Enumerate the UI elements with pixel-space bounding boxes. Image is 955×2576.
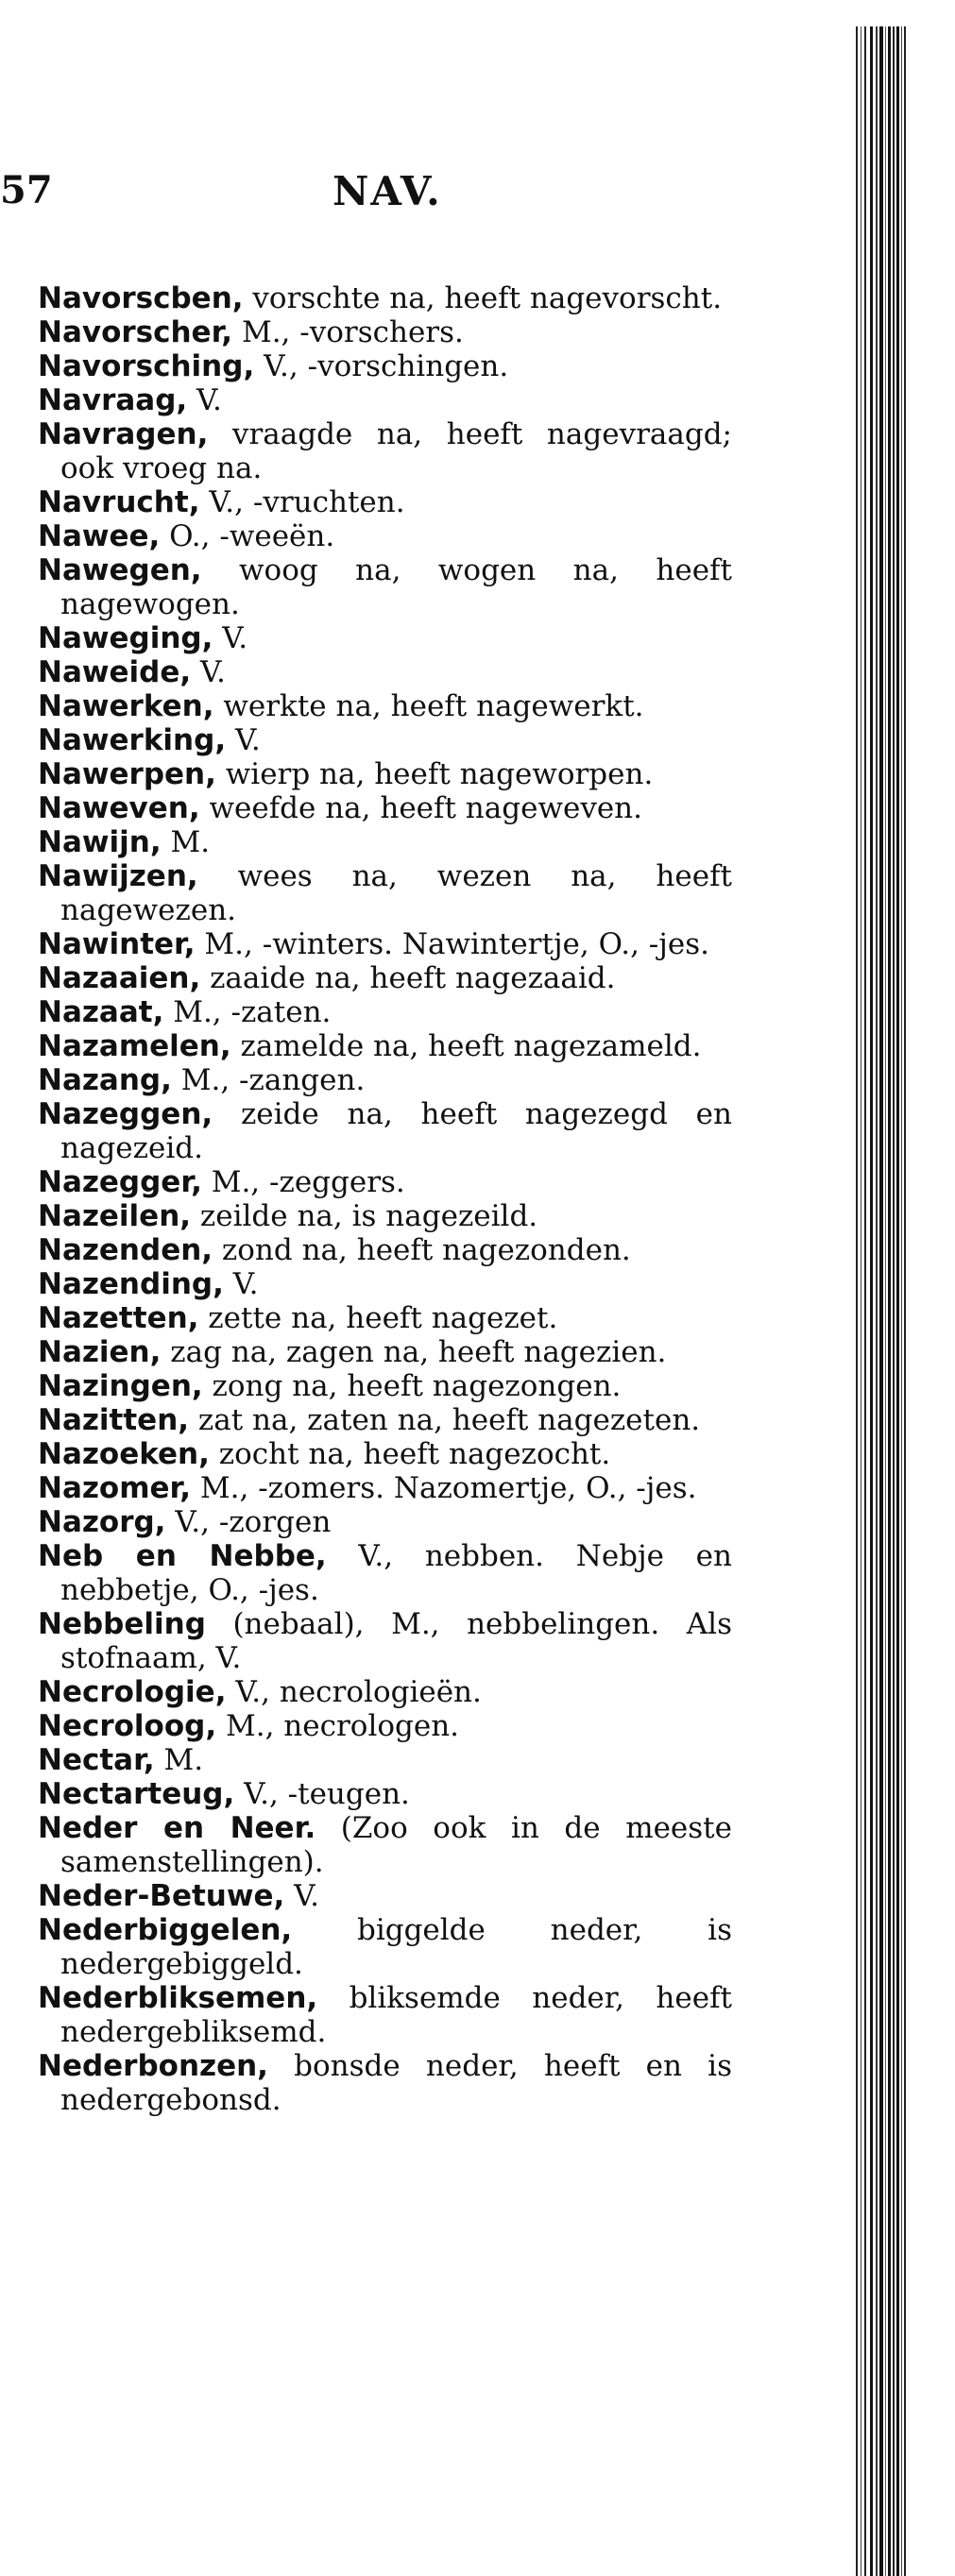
entry-definition: V., -vorschingen. bbox=[254, 349, 509, 383]
entry-definition: V., -teugen. bbox=[234, 1777, 410, 1811]
entry-headword: Neb en Nebbe, bbox=[38, 1539, 327, 1573]
entry-definition: V. bbox=[223, 1267, 259, 1301]
entry-headword: Nazeggen, bbox=[38, 1097, 213, 1131]
entry-headword: Nazending, bbox=[38, 1267, 224, 1301]
entry-headword: Nawerken, bbox=[38, 689, 214, 723]
dictionary-entry bbox=[38, 995, 732, 1029]
entry-headword: Nazeilen, bbox=[38, 1199, 192, 1233]
dictionary-entry bbox=[38, 825, 732, 859]
entry-headword: Neder-Betuwe, bbox=[38, 1879, 285, 1913]
entry-definition: M., -winters. Nawintertje, O., -jes. bbox=[195, 927, 709, 961]
dictionary-entry bbox=[38, 961, 732, 995]
page-number: 57 bbox=[0, 168, 53, 212]
dictionary-entry bbox=[38, 1471, 732, 1505]
entry-headword: Neder en Neer. bbox=[38, 1811, 316, 1845]
entry-headword: Nazamelen, bbox=[38, 1029, 231, 1063]
entry-headword: Nebbeling bbox=[38, 1607, 206, 1641]
dictionary-entry bbox=[38, 655, 732, 689]
entry-definition: wierp na, heeft nageworpen. bbox=[215, 757, 654, 791]
entry-definition: vorschte na, heeft nagevorscht. bbox=[243, 281, 723, 315]
entry-headword: Nawerking, bbox=[38, 723, 227, 757]
dictionary-entry bbox=[38, 1301, 732, 1335]
entry-definition: M., necrologen. bbox=[216, 1709, 460, 1743]
entry-definition: wees na, wezen na, heeft nagewezen. bbox=[60, 859, 732, 927]
dictionary-entry bbox=[38, 1743, 732, 1777]
dictionary-entry bbox=[38, 417, 732, 485]
entry-definition: woog na, wogen na, heeft nagewogen. bbox=[60, 553, 732, 621]
entry-definition: zat na, zaten na, heeft nagezeten. bbox=[189, 1403, 701, 1437]
entry-headword: Nazorg, bbox=[38, 1505, 166, 1539]
entry-headword: Navraag, bbox=[38, 383, 188, 417]
entry-definition: V., necrologieën. bbox=[226, 1675, 482, 1709]
entry-headword: Nazingen, bbox=[38, 1369, 203, 1403]
entry-headword: Naweven, bbox=[38, 791, 200, 825]
dictionary-entry bbox=[38, 791, 732, 825]
entry-definition: M. bbox=[161, 825, 211, 859]
dictionary-entry bbox=[38, 1437, 732, 1471]
entry-definition: M., -zomers. Nazomertje, O., -jes. bbox=[191, 1471, 697, 1505]
entry-headword: Nazomer, bbox=[38, 1471, 192, 1505]
dictionary-entry bbox=[38, 1675, 732, 1709]
entry-definition: werkte na, heeft nagewerkt. bbox=[213, 689, 644, 723]
entry-definition: bonsde neder, heeft en is nedergebonsd. bbox=[60, 2049, 732, 2117]
entry-definition: O., -weeën. bbox=[160, 519, 335, 553]
dictionary-entry bbox=[38, 281, 732, 315]
dictionary-entry bbox=[38, 1777, 732, 1811]
dictionary-entry bbox=[38, 1607, 732, 1675]
entry-headword: Nazegger, bbox=[38, 1165, 202, 1199]
dictionary-entry bbox=[38, 1063, 732, 1097]
entry-headword: Navorsching, bbox=[38, 349, 255, 383]
entry-headword: Navrucht, bbox=[38, 485, 200, 519]
entry-definition: vraagde na, heeft nagevraagd; ook vroeg na. bbox=[60, 417, 732, 485]
dictionary-entry bbox=[38, 859, 732, 927]
dictionary-entry bbox=[38, 1097, 732, 1165]
entry-definition: zocht na, heeft nagezocht. bbox=[209, 1437, 611, 1471]
dictionary-entry bbox=[38, 2049, 732, 2117]
dictionary-entry bbox=[38, 383, 732, 417]
entry-headword: Nawijn, bbox=[38, 825, 162, 859]
entry-headword: Nazenden, bbox=[38, 1233, 213, 1267]
entry-headword: Nectarteug, bbox=[38, 1777, 235, 1811]
entry-headword: Nazang, bbox=[38, 1063, 172, 1097]
entry-definition: M., -vorschers. bbox=[232, 315, 464, 349]
entry-definition: (Zoo ook in de meeste samenstellingen). bbox=[60, 1811, 732, 1879]
entry-definition: V., nebben. Nebje en nebbetje, O., -jes. bbox=[60, 1539, 732, 1607]
entry-headword: Naweging, bbox=[38, 621, 213, 655]
dictionary-entry bbox=[38, 1879, 732, 1913]
dictionary-entry bbox=[38, 1981, 732, 2049]
entry-headword: Nederbliksemen, bbox=[38, 1981, 318, 2015]
entry-definition: zaaide na, heeft nagezaaid. bbox=[200, 961, 616, 995]
entry-definition: V., -zorgen bbox=[165, 1505, 332, 1539]
entry-headword: Nazaat, bbox=[38, 995, 164, 1029]
entry-headword: Navorscben, bbox=[38, 281, 244, 315]
dictionary-entry bbox=[38, 553, 732, 621]
dictionary-entry bbox=[38, 1029, 732, 1063]
entry-definition: M., -zeggers. bbox=[201, 1165, 405, 1199]
dictionary-entry bbox=[38, 1539, 732, 1607]
dictionary-entry bbox=[38, 1335, 732, 1369]
dictionary-entry bbox=[38, 1165, 732, 1199]
entry-headword: Navragen, bbox=[38, 417, 209, 451]
dictionary-entry bbox=[38, 1267, 732, 1301]
entry-definition: V. bbox=[187, 383, 222, 417]
entry-definition: zong na, heeft nagezongen. bbox=[202, 1369, 622, 1403]
dictionary-entry bbox=[38, 1913, 732, 1981]
entry-definition: biggelde neder, is nedergebiggeld. bbox=[60, 1913, 732, 1981]
entry-headword: Nawijzen, bbox=[38, 859, 198, 893]
entry-headword: Nazitten, bbox=[38, 1403, 190, 1437]
entry-definition: V., -vruchten. bbox=[199, 485, 405, 519]
dictionary-entry bbox=[38, 689, 732, 723]
entry-headword: Navorscher, bbox=[38, 315, 233, 349]
entry-definition: bliksemde neder, heeft nedergebliksemd. bbox=[60, 1981, 732, 2049]
entry-definition: M., -zangen. bbox=[171, 1063, 366, 1097]
entry-definition: zeilde na, is nagezeild. bbox=[191, 1199, 538, 1233]
entry-headword: Necrologie, bbox=[38, 1675, 227, 1709]
dictionary-entry bbox=[38, 1403, 732, 1437]
entry-headword: Nawee, bbox=[38, 519, 161, 553]
entry-headword: Nazetten, bbox=[38, 1301, 199, 1335]
entry-definition: zamelde na, heeft nagezameld. bbox=[230, 1029, 702, 1063]
dictionary-entry bbox=[38, 1811, 732, 1879]
entry-headword: Nawerpen, bbox=[38, 757, 216, 791]
dictionary-entry bbox=[38, 927, 732, 961]
dictionary-entry bbox=[38, 349, 732, 383]
dictionary-entry bbox=[38, 723, 732, 757]
entry-headword: Nederbiggelen, bbox=[38, 1913, 293, 1947]
entry-definition: M., -zaten. bbox=[163, 995, 332, 1029]
entry-headword: Nawegen, bbox=[38, 553, 202, 587]
entry-definition: zond na, heeft nagezonden. bbox=[213, 1233, 631, 1267]
entry-definition: weefde na, heeft nageweven. bbox=[199, 791, 642, 825]
entry-definition: zag na, zagen na, heeft nagezien. bbox=[161, 1335, 667, 1369]
dictionary-entry bbox=[38, 621, 732, 655]
entry-headword: Necroloog, bbox=[38, 1709, 217, 1743]
entry-definition: M. bbox=[154, 1743, 204, 1777]
entry-headword: Nazien, bbox=[38, 1335, 162, 1369]
dictionary-entry bbox=[38, 1505, 732, 1539]
entry-definition: V. bbox=[226, 723, 261, 757]
dictionary-entry bbox=[38, 1709, 732, 1743]
dictionary-entry bbox=[38, 519, 732, 553]
dictionary-entry bbox=[38, 1199, 732, 1233]
entry-definition: (nebaal), M., nebbelingen. Als stofnaam, V. bbox=[60, 1607, 732, 1675]
dictionary-entry bbox=[38, 1369, 732, 1403]
dictionary-entry bbox=[38, 315, 732, 349]
entry-headword: Nawinter, bbox=[38, 927, 196, 961]
dictionary-entries bbox=[38, 281, 732, 2117]
entry-headword: Naweide, bbox=[38, 655, 192, 689]
entry-definition: zeide na, heeft nagezegd en nagezeid. bbox=[60, 1097, 732, 1165]
entry-definition: V. bbox=[191, 655, 226, 689]
dictionary-entry bbox=[38, 1233, 732, 1267]
running-head: NAV. bbox=[333, 168, 442, 214]
dictionary-entry bbox=[38, 757, 732, 791]
entry-headword: Nazaaien, bbox=[38, 961, 201, 995]
entry-headword: Nederbonzen, bbox=[38, 2049, 268, 2083]
dictionary-entry bbox=[38, 485, 732, 519]
entry-definition: zette na, heeft nagezet. bbox=[198, 1301, 558, 1335]
entry-headword: Nazoeken, bbox=[38, 1437, 210, 1471]
entry-headword: Nectar, bbox=[38, 1743, 155, 1777]
entry-definition: V. bbox=[284, 1879, 320, 1913]
entry-definition: V. bbox=[213, 621, 248, 655]
